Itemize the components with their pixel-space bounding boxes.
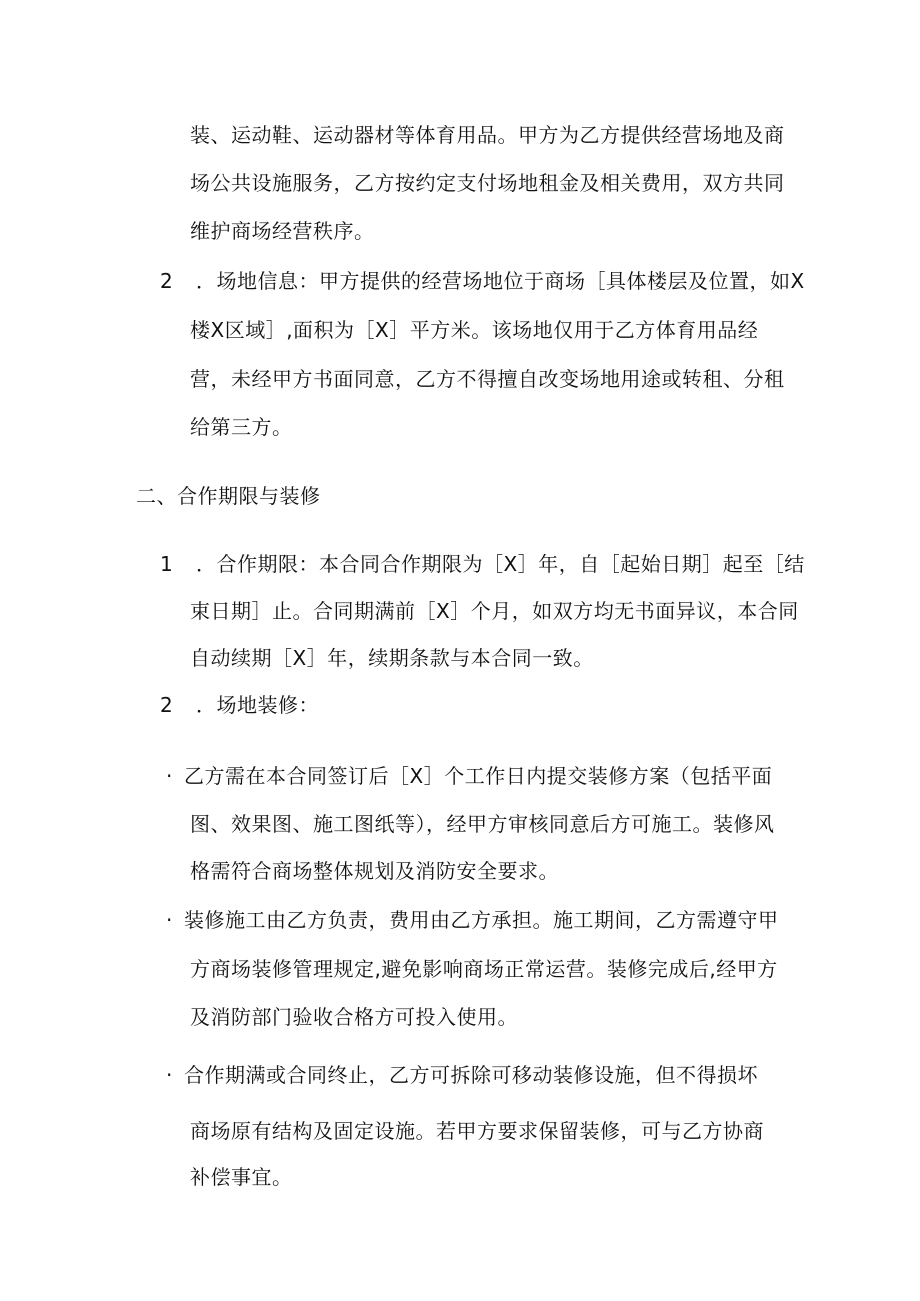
list-item-decoration xyxy=(160,692,319,718)
paragraph-line: 图、效果图、施工图纸等），经甲方审核同意后方可施工。装修风 xyxy=(190,812,775,836)
list-number: 2 xyxy=(160,269,174,293)
paragraph-line: 格需符合商场整体规划及消防安全要求。 xyxy=(190,859,559,883)
bullet-item xyxy=(166,1062,758,1088)
bullet-item xyxy=(166,763,772,789)
bullet-dot: · xyxy=(166,1063,173,1087)
bullet-dot: · xyxy=(166,908,173,932)
paragraph-line: ．合作期限：本合同合作期限为［X］年，自［起始日期］起至［结 xyxy=(196,552,805,576)
paragraph-line: 营，未经甲方书面同意，乙方不得擅自改变场地用途或转租、分租 xyxy=(190,367,785,391)
paragraph-line: 维护商场经营秩序。 xyxy=(190,219,375,243)
paragraph-line: ．场地信息：甲方提供的经营场地位于商场［具体楼层及位置，如X xyxy=(196,269,805,293)
section-heading: 二、合作期限与装修 xyxy=(136,484,321,508)
list-item-term xyxy=(160,551,805,577)
list-number: 2 xyxy=(160,693,174,717)
bullet-dot: · xyxy=(166,764,173,788)
paragraph-line: 装修施工由乙方负责，费用由乙方承担。施工期间，乙方需遵守甲 xyxy=(184,908,779,932)
list-item-site-info xyxy=(160,268,805,294)
paragraph-line: 装、运动鞋、运动器材等体育用品。甲方为乙方提供经营场地及商 xyxy=(190,123,785,147)
paragraph-line: 自动续期［X］年，续期条款与本合同一致。 xyxy=(190,646,594,670)
bullet-item xyxy=(166,907,779,933)
list-label: ．场地装修： xyxy=(196,693,319,717)
paragraph-line: 乙方需在本合同签订后［X］个工作日内提交装修方案（包括平面 xyxy=(184,764,773,788)
paragraph-line: 合作期满或合同终止，乙方可拆除可移动装修设施，但不得损坏 xyxy=(184,1063,758,1087)
paragraph-line: 补偿事宜。 xyxy=(190,1165,293,1189)
paragraph-line: 楼X区域］,面积为［X］平方米。该场地仅用于乙方体育用品经 xyxy=(190,318,759,342)
paragraph-line: 束日期］止。合同期满前［X］个月，如双方均无书面异议，本合同 xyxy=(190,599,799,623)
paragraph-line: 商场原有结构及固定设施。若甲方要求保留装修，可与乙方协商 xyxy=(190,1119,764,1143)
paragraph-line: 方商场装修管理规定,避免影响商场正常运营。装修完成后,经甲方 xyxy=(190,957,778,981)
list-number: 1 xyxy=(160,552,174,576)
paragraph-line: 场公共设施服务，乙方按约定支付场地租金及相关费用，双方共同 xyxy=(190,171,785,195)
paragraph-line: 给第三方。 xyxy=(190,415,293,439)
paragraph-line: 及消防部门验收合格方可投入使用。 xyxy=(190,1005,518,1029)
